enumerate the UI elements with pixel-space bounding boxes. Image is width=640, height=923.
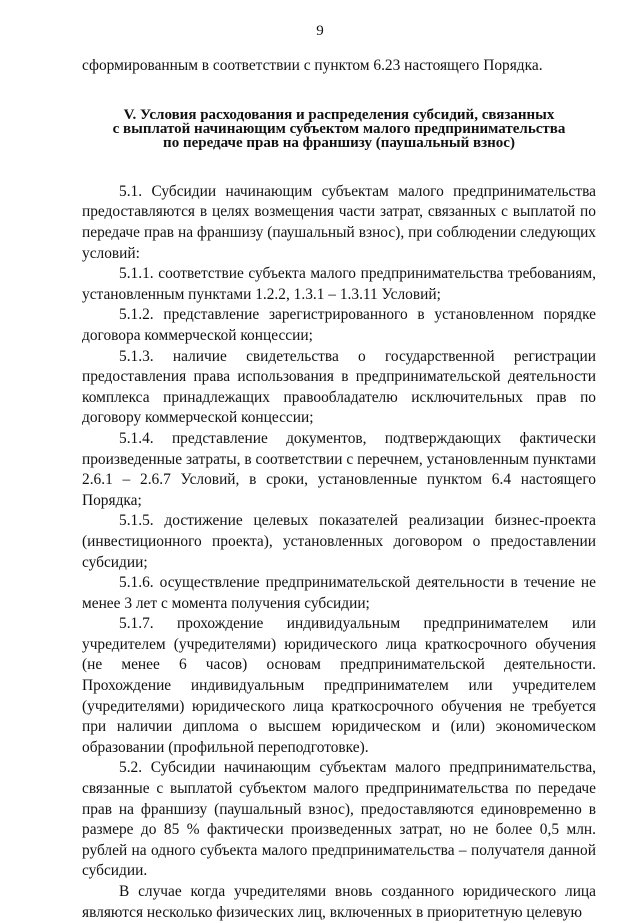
paragraph-5-1-3: 5.1.3. наличие свидетельства о государственной регистрации предоставления права использования в предпринимательской деятельности комплекса принадлежащих правообладателю исключительных прав по договору коммерческой концессии;: [82, 347, 596, 427]
lead-paragraph: сформированным в соответствии с пунктом 6.23 настоящего Порядка.: [82, 57, 543, 74]
paragraph-5-1-4: 5.1.4. представление документов, подтверждающих фактически произведенные затраты, в соответствии с перечнем, установленным пунктами 2.6.1 – 2.6.7 Условий, в сроки, установленные пунктом 6.4 настоящего Порядка;: [82, 429, 596, 509]
paragraph-5-1-5: 5.1.5. достижение целевых показателей реализации бизнес-проекта (инвестиционного проекта), установленных договором о предоставлении субсидии;: [82, 512, 596, 571]
section-heading-line-1: V. Условия расходования и распределения субсидий, связанных: [123, 106, 555, 123]
paragraph-5-1-1: 5.1.1. соответствие субъекта малого предпринимательства требованиям, установленным пунктами 1.2.2, 1.3.1 – 1.3.11 Условий;: [82, 265, 596, 303]
section-heading-line-3: по передаче прав на франшизу (паушальный взнос): [163, 135, 515, 152]
paragraph-5-1: 5.1. Субсидии начинающим субъектам малого предпринимательства предоставляются в целях возмещения части затрат, связанных с выплатой по передаче прав на франшизу (паушальный взнос), при соблюдении следующих условий:: [82, 182, 596, 262]
paragraph-5-1-7: 5.1.7. прохождение индивидуальным предпринимателем или учредителем (учредителями) юридического лица краткосрочного обучения (не менее 6 часов) основам предпринимательской деятельности. Прохождение индивидуальным предпринимателем или учредителем (учредителями) юридического лица краткосрочного обучения не требуется при наличии диплома о высшем юридическом и (или) экономическом образовании (профильной переподготовке).: [82, 615, 596, 756]
section-heading-line-2: с выплатой начинающим субъектом малого предпринимательства: [112, 121, 566, 137]
page-number: 9: [316, 23, 324, 39]
paragraph-5-1-6: 5.1.6. осуществление предпринимательской деятельности в течение не менее 3 лет с момента получения субсидии;: [82, 574, 596, 612]
paragraph-5-1-2: 5.1.2. представление зарегистрированного в установленном порядке договора коммерческой концессии;: [82, 306, 596, 344]
paragraph-founders-case: В случае когда учредителями вновь созданного юридического лица являются несколько физических лиц, включенных в приоритетную целевую: [82, 883, 596, 921]
document-body: [82, 56, 596, 923]
paragraph-5-2: 5.2. Субсидии начинающим субъектам малого предпринимательства, связанные с выплатой субъектом малого предпринимательства по передаче прав на франшизу (паушальный взнос), предоставляются единовременно в размере до 85 % фактически произведенных затрат, но не более 0,5 млн. рублей на одного субъекта малого предпринимательства – получателя данной субсидии.: [82, 759, 596, 880]
section-heading: [82, 108, 596, 151]
